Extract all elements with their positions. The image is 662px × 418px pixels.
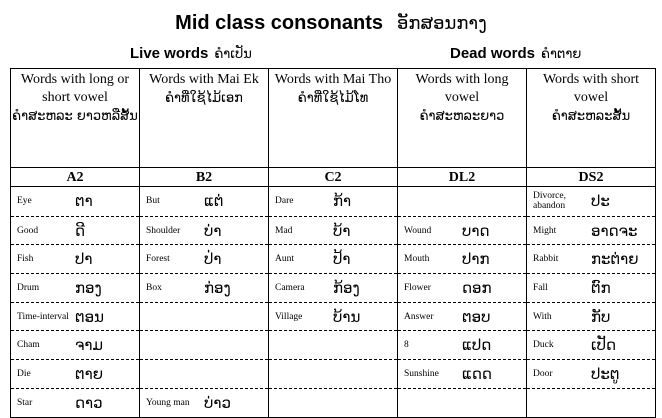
word-entry <box>11 388 139 417</box>
english-word: Aunt <box>275 254 294 265</box>
english-word: Answer <box>404 311 434 322</box>
word-entry <box>269 187 397 216</box>
word-entry <box>398 187 526 216</box>
column-code: DS2 <box>527 168 656 187</box>
header-english: Words with long or short vowel <box>20 72 130 105</box>
header-lao: ຄຳສະຫລະ ຍາວຫລືສັ້ນ <box>12 109 138 124</box>
english-word: Drum <box>17 282 40 293</box>
word-entry <box>527 216 655 245</box>
word-entry <box>140 216 268 245</box>
word-entry <box>269 216 397 245</box>
word-entry <box>269 244 397 273</box>
english-word: Cham <box>17 340 40 351</box>
page-title <box>0 10 662 37</box>
dead-words-text: Dead words <box>450 45 536 62</box>
lao-word: ຕອບ <box>462 307 491 326</box>
word-entry <box>398 273 526 302</box>
lao-word: ດອກ <box>462 278 492 297</box>
header-lao: ຄຳທີ່ໃຊ້ໄມ້ເອກ <box>165 91 243 106</box>
entries-row <box>11 187 656 418</box>
column-code: DL2 <box>398 168 527 187</box>
word-entry <box>527 359 655 388</box>
lao-word: ດາວ <box>75 393 103 412</box>
word-entry <box>527 187 655 216</box>
lao-word: ເປັດ <box>591 336 617 355</box>
column-header <box>527 69 656 168</box>
column-header <box>398 69 527 168</box>
word-entry <box>398 330 526 359</box>
column-code: B2 <box>140 168 269 187</box>
word-entry <box>269 359 397 388</box>
lao-word: ບ່າວ <box>204 393 231 412</box>
word-entry <box>11 216 139 245</box>
english-word: Box <box>146 282 162 293</box>
column-header <box>140 69 269 168</box>
word-entry <box>140 273 268 302</box>
column-entries <box>11 187 140 418</box>
lao-word: ບ່າ <box>204 221 222 240</box>
word-entry <box>11 273 139 302</box>
english-word: Time-interval <box>17 311 69 322</box>
code-row <box>11 168 656 187</box>
consonant-table <box>10 68 656 418</box>
word-entry <box>398 244 526 273</box>
english-word: Divorce, abandon <box>533 191 566 212</box>
live-words-lao: ຄຳເປັນ <box>214 47 252 62</box>
english-word: 8 <box>404 340 409 351</box>
word-entry <box>140 359 268 388</box>
title-lao: ອັກສອນກາງ <box>397 13 487 34</box>
header-row <box>11 69 656 168</box>
lao-word: ກັບ <box>591 307 611 326</box>
word-entry <box>11 330 139 359</box>
lao-word: ຈາມ <box>75 336 104 355</box>
english-word: Good <box>17 225 39 236</box>
lao-word: ແຕ່ <box>204 192 224 211</box>
word-entry <box>527 244 655 273</box>
word-entry <box>140 388 268 417</box>
english-word: With <box>533 311 552 322</box>
lao-word: ອາດຈະ <box>591 221 638 240</box>
word-entry <box>527 302 655 331</box>
word-entry <box>269 388 397 417</box>
lao-word: ບາດ <box>462 221 490 240</box>
word-entry <box>398 302 526 331</box>
word-entry <box>11 302 139 331</box>
english-word: Eye <box>17 196 32 207</box>
lao-word: ບ້ານ <box>333 307 361 326</box>
header-lao: ຄຳທີ່ໃຊ້ໄມ້ໂທ <box>297 91 369 106</box>
english-word: Young man <box>146 397 190 408</box>
word-entry <box>140 330 268 359</box>
word-entry <box>527 330 655 359</box>
english-word: Mouth <box>404 254 430 265</box>
header-english: Words with short vowel <box>542 72 640 105</box>
word-entry <box>398 359 526 388</box>
english-word: Might <box>533 225 557 236</box>
english-word: Duck <box>533 340 554 351</box>
english-word: Wound <box>404 225 432 236</box>
english-word: Flower <box>404 282 431 293</box>
lao-word: ຕາຍ <box>75 364 104 383</box>
word-entry <box>11 187 139 216</box>
word-entry <box>140 302 268 331</box>
english-word: Die <box>17 368 31 379</box>
header-english: Words with long vowel <box>415 72 509 105</box>
word-entry <box>269 302 397 331</box>
english-word: But <box>146 196 160 207</box>
word-entry <box>398 216 526 245</box>
lao-word: ແປດ <box>462 336 492 355</box>
column-entries <box>140 187 269 418</box>
english-word: Forest <box>146 254 170 265</box>
lao-word: ຕອນ <box>75 307 104 326</box>
word-entry <box>140 187 268 216</box>
word-entry <box>11 359 139 388</box>
lao-word: ປ້າ <box>333 250 351 269</box>
english-word: Door <box>533 368 553 379</box>
column-entries <box>527 187 656 418</box>
header-english: Words with Mai Ek <box>149 72 259 87</box>
lao-word: ກ້າ <box>333 192 352 211</box>
lao-word: ກ່ອງ <box>204 278 231 297</box>
lao-word: ປ່າ <box>204 250 222 269</box>
word-entry <box>140 244 268 273</box>
lao-word: ກອງ <box>75 278 102 297</box>
column-entries <box>398 187 527 418</box>
live-words-text: Live words <box>130 45 209 62</box>
lao-word: ປະ <box>591 192 610 211</box>
header-english: Words with Mai Tho <box>274 72 392 87</box>
column-code: A2 <box>11 168 140 187</box>
lao-word: ປາ <box>75 250 93 269</box>
english-word: Sunshine <box>404 368 439 379</box>
word-entry <box>527 273 655 302</box>
lao-word: ແດດ <box>462 364 492 383</box>
lao-word: ປະຕູ <box>591 364 620 383</box>
english-word: Rabbit <box>533 254 559 265</box>
word-entry <box>398 388 526 417</box>
english-word: Fall <box>533 282 548 293</box>
english-word: Camera <box>275 282 305 293</box>
english-word: Mad <box>275 225 293 236</box>
word-entry <box>269 273 397 302</box>
column-header <box>11 69 140 168</box>
word-entry <box>11 244 139 273</box>
lao-word: ກ້ອງ <box>333 278 360 297</box>
dead-words-heading <box>450 44 581 64</box>
word-entry <box>527 388 655 417</box>
lao-word: ກະຕ່າຍ <box>591 250 639 269</box>
live-words-heading <box>130 44 252 64</box>
english-word: Fish <box>17 254 34 265</box>
column-header <box>269 69 398 168</box>
lao-word: ດີ <box>75 221 86 240</box>
word-entry <box>269 330 397 359</box>
lao-word: ບ້າ <box>333 221 351 240</box>
english-word: Star <box>17 397 33 408</box>
lao-word: ຕາ <box>75 192 93 211</box>
column-entries <box>269 187 398 418</box>
title-text: Mid class consonants <box>175 12 383 34</box>
english-word: Village <box>275 311 303 322</box>
lao-word: ປາກ <box>462 250 490 269</box>
english-word: Shoulder <box>146 225 181 236</box>
lao-word: ຕົກ <box>591 278 611 297</box>
dead-words-lao: ຄຳຕາຍ <box>541 47 582 62</box>
header-lao: ຄຳສະຫລະສັ້ນ <box>551 109 631 124</box>
english-word: Dare <box>275 196 294 207</box>
column-code: C2 <box>269 168 398 187</box>
header-lao: ຄຳສະຫລະຍາວ <box>419 109 505 124</box>
